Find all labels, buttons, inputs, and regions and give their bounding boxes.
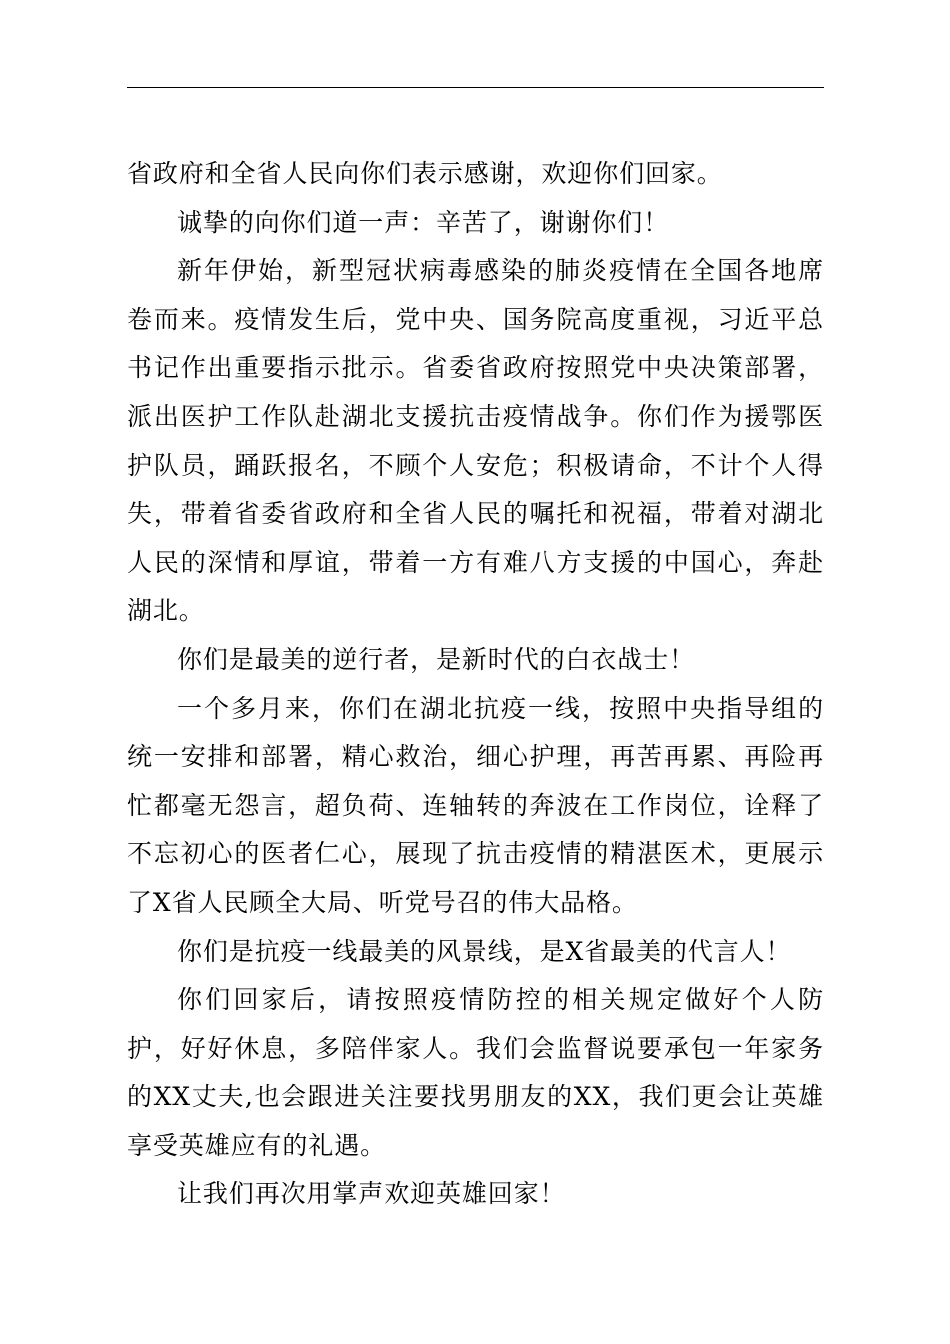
header-rule bbox=[127, 87, 824, 88]
paragraph: 你们回家后，请按照疫情防控的相关规定做好个人防护，好好休息，多陪伴家人。我们会监督说要承包一年家务的XX丈夫,也会跟进关注要找男朋友的XX，我们更会让英雄享受英雄应有的礼遇。 bbox=[127, 985, 824, 1160]
paragraph: 新年伊始，新型冠状病毒感染的肺炎疫情在全国各地席卷而来。疫情发生后，党中央、国务院高度重视，习近平总书记作出重要指示批示。省委省政府按照党中央决策部署，派出医护工作队赴湖北支援抗击疫情战争。你们作为援鄂医护队员，踊跃报名，不顾个人安危；积极请命，不计个人得失，带着省委省政府和全省人民的嘱托和祝福，带着对湖北人民的深情和厚谊，带着一方有难八方支援的中国心，奔赴湖北。 bbox=[127, 256, 824, 626]
paragraph: 你们是抗疫一线最美的风景线，是X省最美的代言人！ bbox=[177, 936, 792, 966]
paragraph: 一个多月来，你们在湖北抗疫一线，按照中央指导组的统一安排和部署，精心救治，细心护理，再苦再累、再险再忙都毫无怨言，超负荷、连轴转的奔波在工作岗位，诠释了不忘初心的医者仁心，展现了抗击疫情的精湛医术，更展示了X省人民顾全大局、听党号召的伟大品格。 bbox=[127, 693, 824, 917]
paragraph: 诚挚的向你们道一声：辛苦了，谢谢你们！ bbox=[177, 207, 670, 237]
document-body bbox=[127, 150, 824, 1219]
paragraph-continuation: 省政府和全省人民向你们表示感谢，欢迎你们回家。 bbox=[127, 159, 723, 188]
paragraph: 你们是最美的逆行者，是新时代的白衣战士！ bbox=[177, 644, 696, 674]
paragraph: 让我们再次用掌声欢迎英雄回家！ bbox=[177, 1179, 566, 1209]
